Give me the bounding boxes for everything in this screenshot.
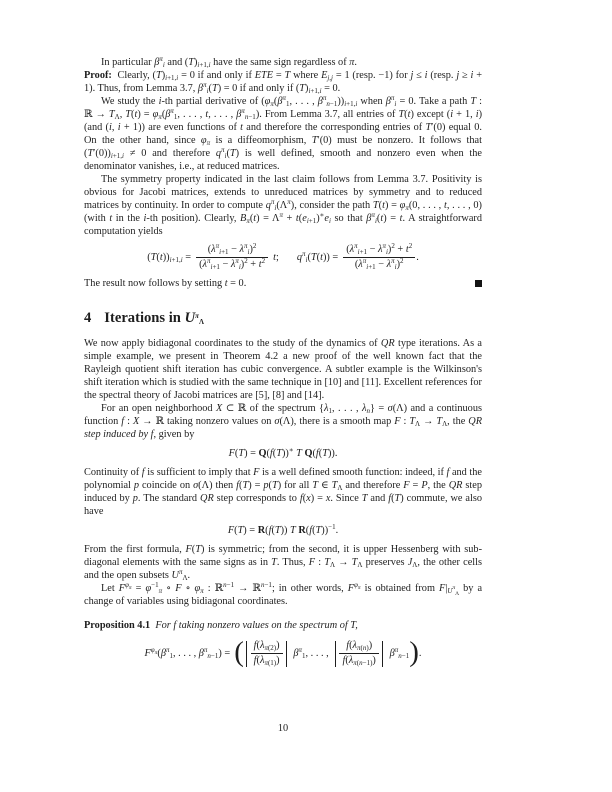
section-heading — [84, 309, 482, 327]
equation-prop-tail: $\beta^\pi_{n-1}$ — [389, 645, 410, 660]
paragraph-proposition: Proposition 4.1 For f taking nonzero values on the spectrum of T, — [84, 620, 358, 631]
paragraph-neighborhood: For an open neighborhood X ⊂ ℝ of the spectrum {$\lambda_1$, . . . , $\lambda_n\} = \sigma(\Lambda)$ and a continuous function f : X → ℝ taking nonzero values on σ(Λ), there is a smooth map F : $T_\Lambda \to T_\Lambda$, the QR step induced by f, given by — [84, 403, 482, 440]
fraction — [338, 640, 379, 667]
equation-prop-mid: $\beta^\pi_1$, . . . , — [293, 645, 329, 660]
result-text: The result now follows by setting t = 0. — [84, 278, 247, 289]
fraction-denominator: $(\lambda^\pi_{i+1} - \lambda^\pi_i)^2$ — [354, 257, 404, 271]
fraction-numerator: $f(\lambda_{\pi(2)})$ — [251, 640, 283, 654]
paragraph-result — [84, 277, 482, 290]
section-number: 4 — [84, 310, 92, 326]
fraction — [250, 640, 284, 667]
paragraph-from-first-formula: From the first formula, F(T) is symmetric; from the second, it is upper Hessenberg with sub-diagonal elements with the same signs as in T. Thus, F : $T_\Lambda \to T_\Lambda$ preserves $J_\Lambda$, the other cells and the open subsets $U^\pi_\Lambda$. — [84, 544, 483, 582]
equation-qt-tail: t; — [273, 251, 279, 263]
fraction-denominator: $f(\lambda_{\pi(1)})$ — [253, 655, 280, 667]
equation-qr-step — [84, 447, 482, 460]
equation-qt-lhs: $(T(t))_{i+1,i}$ = — [147, 251, 192, 264]
abs-bar — [286, 641, 287, 667]
equation-prop-lhs: $F^{\varphi_\pi}(\beta^\pi_1$, . . . , $\beta^\pi_{n-1}$) = — [144, 645, 231, 660]
page-number: 10 — [277, 723, 289, 734]
section-title: Iterations in $U^\pi_\Lambda$ — [104, 310, 204, 326]
paragraph-let-f: Let $F^{\varphi_\pi} = \varphi^{-1}_\pi$ ∘ F ∘ $\varphi_\pi$ : ℝ$^{n-1}$ → ℝ$^{n-1}$; in other words, $F^{\varphi_\pi}$ is obtained from $F|_{U^\pi_\Lambda}$ by a change of variables using bidiagonal coordinates. — [84, 581, 483, 607]
paragraph-symmetry: The symmetry property indicated in the last claim follows from Lemma 3.7. Positivity is obvious for Jacobi matrices, extends to unreduced matrices by symmetry and to reduced matrices by continuity. In order to compute $q^\pi_i(\Lambda^\pi)$, consider the path $T(t) = \varphi_\pi(0$, . . . , t, . . . , 0) (with t in the i-th position). Clearly, $B_\pi(t) = \Lambda^\pi + t(e_{i+1})^∗e_i$ so that $\beta^\pi_i(t) = t$. A straightforward computation yields — [84, 174, 483, 237]
paragraph-we-study: We study the i-th partial derivative of ($\varphi_\pi(\beta^\pi_1$, . . . , $\beta^\pi_{n-1}))_{i+1,i}$ when $\beta^\pi_i = 0$. Take a path T : ℝ → $T_\Lambda$, $T(t) = \varphi_\pi(\beta^\pi_1$, . . . , t, . . . , $\beta^\pi_{n-1}$). From Lemma 3.7, all entries of T(t) except (i + 1, i) (and (i, i + 1)) are even functions of t and therefore the corresponding entries of T′(0) equal 0. On the other hand, since $\varphi_\pi$ is a diffeomorphism, T′(0) must be nonzero. It follows that $(T'(0))_{i+1,i} \ne 0$ and therefore $q^\pi_i(T)$ is well defined, smooth and nonzero even when the denominator vanishes, i.e., at reduced matrices. — [84, 94, 483, 172]
equation-qt-lhs2: $q^\pi_i(T(t))$ = — [296, 249, 339, 264]
fraction — [195, 244, 269, 271]
equation-qt-period: . — [416, 251, 419, 263]
open-paren: ( — [234, 636, 244, 668]
paragraph-continuity: Continuity of f is sufficient to imply that F is a well defined smooth function: indeed, if f and the polynomial p coincide on σ(Λ) then f(T) = p(T) for all T ∈ $T_\Lambda$ and therefore F = P, the QR step induced by p. The standard QR step corresponds to f(x) = x. Since T and f(T) commute, we also have — [84, 467, 482, 517]
fraction — [342, 244, 416, 271]
fraction-denominator: $f(\lambda_{\pi(n-1)})$ — [342, 655, 376, 667]
paragraph-we-now-apply: We now apply bidiagonal coordinates to the study of the dynamics of QR type iterations. As a simple example, we present in Theorem 4.2 a new proof of the well known fact that the Rayleigh quotient shift iteration has cubic convergence. A subtler example is the Wilkinson's shift iteration which is studied with the same technique in [10] and [11]. Excellent references for the spectral theory of Jacobi matrices are [5], [8] and [14]. — [84, 338, 482, 401]
abs-bar — [382, 641, 383, 667]
equation-proposition — [84, 636, 482, 668]
equation-rl-step-body: F(T) = R(f(T)) T $R(f(T))^{-1}$. — [227, 523, 339, 536]
text-block — [84, 56, 482, 673]
equation-qr-step-body: F(T) = Q(f(T))∗ T Q(f(T)). — [228, 446, 338, 459]
fraction-denominator: $(\lambda^\pi_{i+1} - \lambda^\pi_i)^2 + t^2$ — [199, 257, 266, 271]
paragraph-in-particular: In particular $\beta^\pi_i$ and $(T)_{i+1,i}$ have the same sign regardless of π. — [101, 55, 357, 69]
paragraph-proof: Proof: Clearly, $(T)_{i+1,i} = 0$ if and only if ETE = T where $E_{j,j} = 1$ (resp. −1) for j ≤ i (resp. j ≥ i + 1). Thus, from Lemma 3.7, $\beta^\pi_i(T) = 0$ if and only if $(T)_{i+1,i} = 0$. — [84, 70, 483, 95]
close-paren: ) — [409, 636, 419, 668]
equation-qt-derivative — [84, 244, 482, 271]
fraction-numerator: $(\lambda^\pi_{i+1} - \lambda^\pi_i)^2$ — [196, 244, 268, 258]
equation-rl-step — [84, 524, 482, 537]
qed-symbol — [475, 280, 482, 287]
abs-bar — [335, 641, 336, 667]
abs-bar — [246, 641, 247, 667]
fraction-numerator: $(\lambda^\pi_{i+1} - \lambda^\pi_i)^2 + t^2$ — [343, 244, 415, 258]
fraction-numerator: $f(\lambda_{\pi(n)})$ — [339, 640, 378, 654]
equation-prop-period: . — [418, 647, 422, 659]
